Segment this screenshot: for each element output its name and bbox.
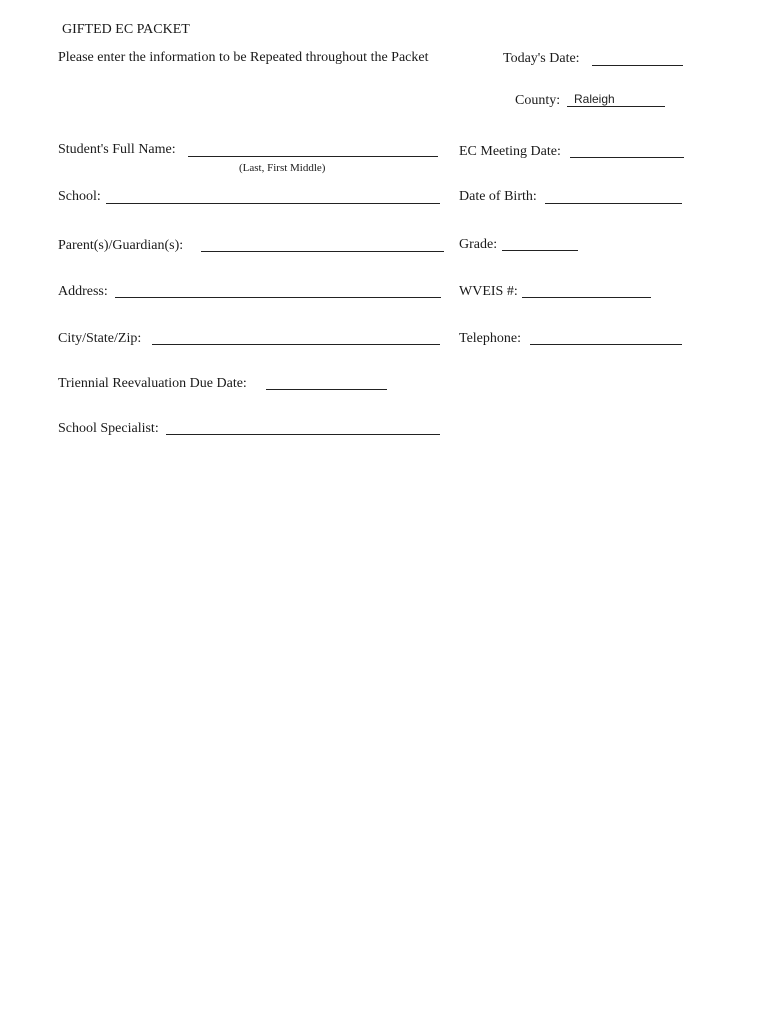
student-name-field[interactable] [188,139,438,157]
form-title: GIFTED EC PACKET [62,22,190,37]
school-field[interactable] [106,186,440,204]
county-field[interactable] [570,90,665,108]
school-specialist-field[interactable] [166,417,440,435]
date-of-birth-label: Date of Birth: [459,189,537,204]
todays-date-label: Today's Date: [503,51,580,66]
triennial-field[interactable] [266,372,387,390]
triennial-label: Triennial Reevaluation Due Date: [58,376,247,391]
city-state-zip-label: City/State/Zip: [58,331,142,346]
telephone-field[interactable] [530,327,682,345]
telephone-label: Telephone: [459,331,521,346]
school-label: School: [58,189,101,204]
grade-field[interactable] [502,233,578,251]
student-name-label: Student's Full Name: [58,142,176,157]
form-instruction: Please enter the information to be Repeated throughout the Packet [58,50,429,65]
city-state-zip-field[interactable] [152,327,440,345]
ec-meeting-date-field[interactable] [570,140,684,158]
county-label: County: [515,93,561,108]
ec-meeting-date-label: EC Meeting Date: [459,144,561,159]
parents-label: Parent(s)/Guardian(s): [58,238,184,253]
address-label: Address: [58,284,108,299]
todays-date-field[interactable] [592,48,683,66]
address-field[interactable] [115,280,441,298]
parents-field[interactable] [201,234,444,252]
date-of-birth-field[interactable] [545,186,682,204]
grade-label: Grade: [459,237,498,252]
wveis-label: WVEIS #: [459,284,518,299]
wveis-field[interactable] [522,280,651,298]
student-name-hint: (Last, First Middle) [239,162,326,174]
school-specialist-label: School Specialist: [58,421,159,436]
